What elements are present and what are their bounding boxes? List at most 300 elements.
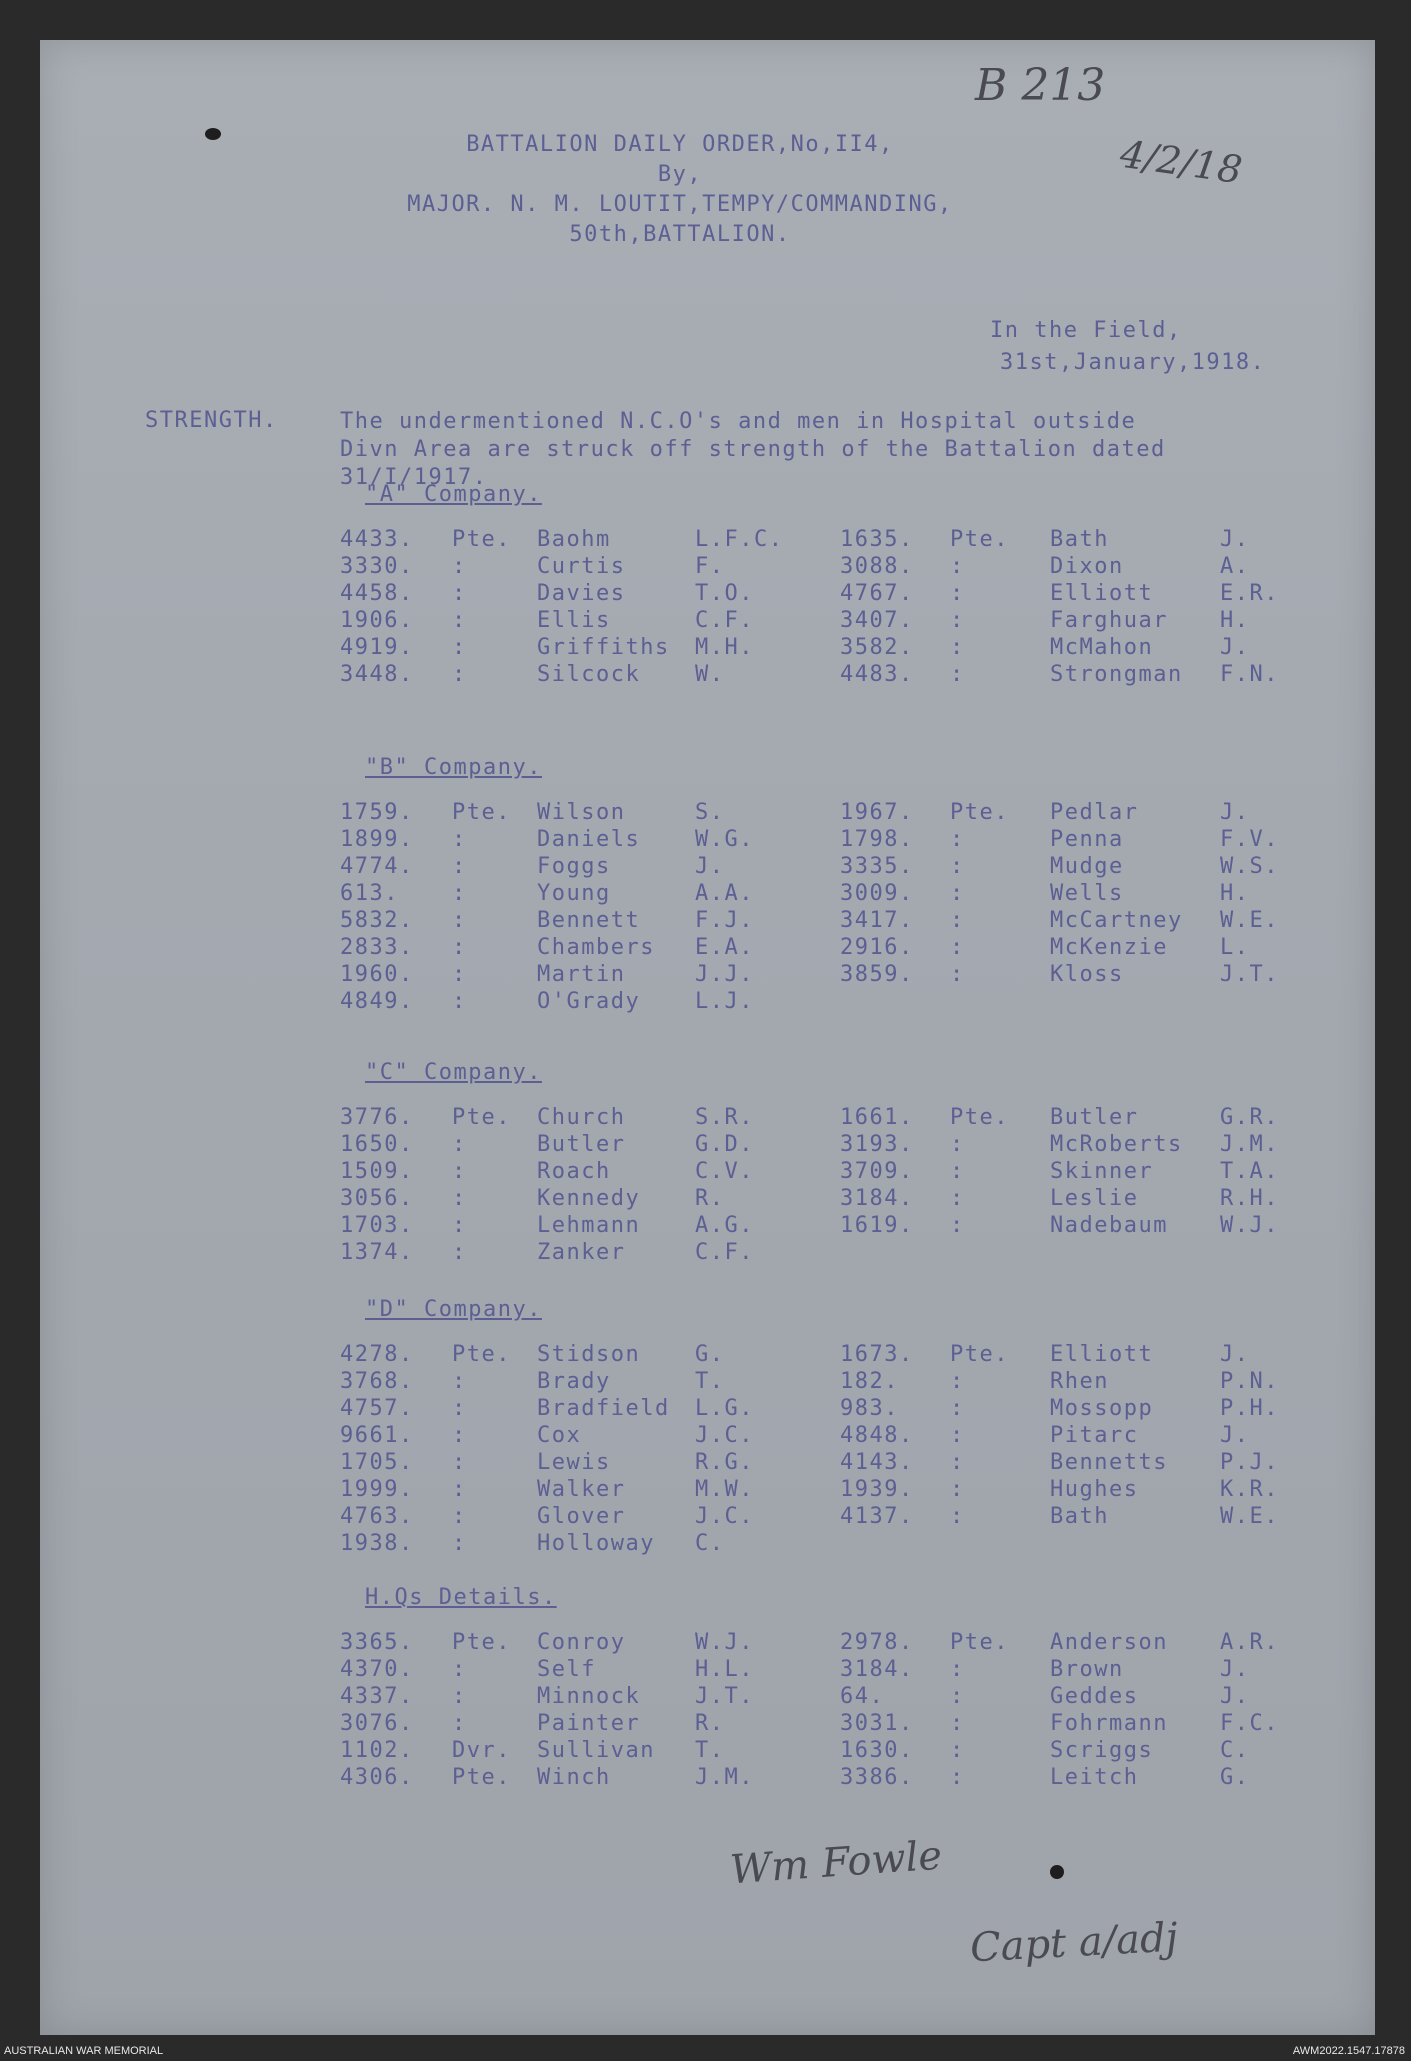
regt-number: 1661. [840,1105,914,1130]
regt-number: 1999. [340,1477,414,1502]
regt-number: 1705. [340,1450,414,1475]
surname: Butler [1050,1105,1139,1130]
rank: : [950,962,965,987]
surname: Wilson [537,800,626,825]
regt-number: 983. [840,1396,899,1421]
rank: : [452,962,467,987]
initials: J.M. [695,1765,754,1790]
heading-line-3: MAJOR. N. M. LOUTIT,TEMPY/COMMANDING, [407,192,953,217]
rank: Pte. [452,1342,511,1367]
heading-line-2: By, [657,162,703,187]
order-heading [330,130,1030,250]
initials: R.H. [1220,1186,1279,1211]
roll-row [40,1531,1375,1557]
rank: : [452,1396,467,1421]
regt-number: 4337. [340,1684,414,1709]
initials: S.R. [695,1105,754,1130]
initials: J.C. [695,1423,754,1448]
surname: Mossopp [1050,1396,1154,1421]
surname: Bath [1050,527,1109,552]
initials: J. [1220,1342,1250,1367]
surname: Mudge [1050,854,1124,879]
initials: F.V. [1220,827,1279,852]
regt-number: 1899. [340,827,414,852]
surname: Silcock [537,662,641,687]
rank: : [452,1240,467,1265]
regt-number: 3407. [840,608,914,633]
regt-number: 1960. [340,962,414,987]
initials: A.R. [1220,1630,1279,1655]
regt-number: 9661. [340,1423,414,1448]
roll-row [40,908,1375,934]
surname: Baohm [537,527,611,552]
roll-row [40,1240,1375,1266]
initials: T.O. [695,581,754,606]
surname: Bath [1050,1504,1109,1529]
regt-number: 4848. [840,1423,914,1448]
signature-name: Wm Fowle [728,1832,944,1894]
section-title: "B" Company. [365,755,542,780]
rank: : [452,881,467,906]
initials: F.N. [1220,662,1279,687]
rank: : [950,635,965,660]
regt-number: 1673. [840,1342,914,1367]
surname: Young [537,881,611,906]
rank: : [950,1423,965,1448]
initials: J.C. [695,1504,754,1529]
surname: Wells [1050,881,1124,906]
surname: Scriggs [1050,1738,1154,1763]
roll-row [40,1450,1375,1476]
rank: : [950,608,965,633]
initials: L.G. [695,1396,754,1421]
roll-row [40,635,1375,661]
rank: : [452,608,467,633]
initials: C.F. [695,1240,754,1265]
rank: : [950,662,965,687]
punch-hole [1050,1865,1064,1879]
roll-row [40,827,1375,853]
surname: McCartney [1050,908,1183,933]
regt-number: 3709. [840,1159,914,1184]
initials: G.D. [695,1132,754,1157]
initials: R. [695,1186,725,1211]
initials: T.A. [1220,1159,1279,1184]
regt-number: 4757. [340,1396,414,1421]
surname: Sullivan [537,1738,655,1763]
archive-credit: AUSTRALIAN WAR MEMORIAL [4,2045,164,2057]
rank: : [452,1684,467,1709]
initials: K.R. [1220,1477,1279,1502]
strength-intro [340,408,1260,492]
regt-number: 3056. [340,1186,414,1211]
roll-row [40,662,1375,688]
initials: M.H. [695,635,754,660]
roll-row [40,1684,1375,1710]
rank: : [950,581,965,606]
surname: Lewis [537,1450,611,1475]
regt-number: 4433. [340,527,414,552]
surname: Anderson [1050,1630,1168,1655]
initials: W.E. [1220,908,1279,933]
regt-number: 1798. [840,827,914,852]
initials: F.C. [1220,1711,1279,1736]
surname: Ellis [537,608,611,633]
rank: : [452,1186,467,1211]
surname: McMahon [1050,635,1154,660]
rank: : [950,827,965,852]
rank: : [452,635,467,660]
initials: A.G. [695,1213,754,1238]
rank: : [452,1132,467,1157]
initials: W.S. [1220,854,1279,879]
rank: : [950,935,965,960]
regt-number: 1906. [340,608,414,633]
surname: Zanker [537,1240,626,1265]
initials: W.G. [695,827,754,852]
initials: C. [695,1531,725,1556]
regt-number: 1635. [840,527,914,552]
rank: Pte. [452,800,511,825]
surname: Hughes [1050,1477,1139,1502]
surname: Conroy [537,1630,626,1655]
roll-row [40,962,1375,988]
rank: : [452,1159,467,1184]
regt-number: 3448. [340,662,414,687]
initials: P.N. [1220,1369,1279,1394]
roll-row [40,1369,1375,1395]
surname: Lehmann [537,1213,641,1238]
regt-number: 1630. [840,1738,914,1763]
roll-row [40,800,1375,826]
regt-number: 4458. [340,581,414,606]
regt-number: 3193. [840,1132,914,1157]
initials: J.T. [695,1684,754,1709]
regt-number: 3184. [840,1657,914,1682]
handwritten-reference: B 213 [975,60,1106,111]
initials: W.E. [1220,1504,1279,1529]
regt-number: 4849. [340,989,414,1014]
surname: Brady [537,1369,611,1394]
initials: C. [1220,1738,1250,1763]
roll-row [40,1711,1375,1737]
surname: O'Grady [537,989,641,1014]
intro-line-2: Divn Area are struck off strength of the Battalion dated [340,437,1166,462]
regt-number: 2916. [840,935,914,960]
surname: Elliott [1050,581,1154,606]
surname: Glover [537,1504,626,1529]
initials: E.R. [1220,581,1279,606]
roll-row [40,1477,1375,1503]
initials: H. [1220,608,1250,633]
surname: Self [537,1657,596,1682]
surname: Church [537,1105,626,1130]
initials: J.M. [1220,1132,1279,1157]
surname: Daniels [537,827,641,852]
surname: Elliott [1050,1342,1154,1367]
roll-row [40,1504,1375,1530]
regt-number: 4763. [340,1504,414,1529]
rank: : [950,1213,965,1238]
roll-row [40,527,1375,553]
surname: Pedlar [1050,800,1139,825]
regt-number: 3768. [340,1369,414,1394]
roll-row [40,581,1375,607]
heading-line-4: 50th,BATTALION. [569,222,791,247]
initials: T. [695,1369,725,1394]
surname: Roach [537,1159,611,1184]
surname: Penna [1050,827,1124,852]
regt-number: 4919. [340,635,414,660]
regt-number: 1703. [340,1213,414,1238]
section-title: H.Qs Details. [365,1585,557,1610]
rank: : [452,1213,467,1238]
initials: J. [1220,635,1250,660]
rank: : [950,881,965,906]
surname: Bennett [537,908,641,933]
initials: W.J. [1220,1213,1279,1238]
rank: Pte. [950,1342,1009,1367]
regt-number: 3009. [840,881,914,906]
roll-row [40,1396,1375,1422]
roll-row [40,1342,1375,1368]
initials: F. [695,554,725,579]
initials: J. [1220,1657,1250,1682]
initials: J.J. [695,962,754,987]
rank: : [452,1711,467,1736]
rank: : [452,1657,467,1682]
rank: : [950,1684,965,1709]
surname: Nadebaum [1050,1213,1168,1238]
surname: McKenzie [1050,935,1168,960]
regt-number: 182. [840,1369,899,1394]
rank: Pte. [452,1765,511,1790]
rank: : [452,1369,467,1394]
initials: L.J. [695,989,754,1014]
regt-number: 3076. [340,1711,414,1736]
rank: : [950,1450,965,1475]
rank: : [452,1423,467,1448]
rank: : [950,1477,965,1502]
regt-number: 3365. [340,1630,414,1655]
rank: Pte. [452,527,511,552]
regt-number: 3859. [840,962,914,987]
initials: J. [695,854,725,879]
regt-number: 3386. [840,1765,914,1790]
rank: : [950,1711,965,1736]
initials: G. [1220,1765,1250,1790]
rank: : [950,1738,965,1763]
surname: Martin [537,962,626,987]
regt-number: 1939. [840,1477,914,1502]
rank: Pte. [452,1105,511,1130]
section-title: "C" Company. [365,1060,542,1085]
regt-number: 5832. [340,908,414,933]
surname: Rhen [1050,1369,1109,1394]
initials: J. [1220,1684,1250,1709]
regt-number: 3582. [840,635,914,660]
signature-title: Capt a/adj [968,1914,1180,1972]
initials: M.W. [695,1477,754,1502]
rank: Dvr. [452,1738,511,1763]
place-and-date [990,315,1265,379]
rank: : [452,827,467,852]
rank: : [452,935,467,960]
section-title: "A" Company. [365,482,542,507]
rank: : [452,1477,467,1502]
surname: Fohrmann [1050,1711,1168,1736]
surname: Leitch [1050,1765,1139,1790]
rank: : [452,554,467,579]
roll-row [40,935,1375,961]
surname: Cox [537,1423,582,1448]
rank: : [452,908,467,933]
archive-accession: AWM2022.1547.17878 [1292,2045,1405,2057]
regt-number: 3417. [840,908,914,933]
initials: H. [1220,881,1250,906]
rank: Pte. [950,1630,1009,1655]
regt-number: 1650. [340,1132,414,1157]
surname: Dixon [1050,554,1124,579]
regt-number: 3031. [840,1711,914,1736]
initials: P.H. [1220,1396,1279,1421]
regt-number: 4774. [340,854,414,879]
regt-number: 1619. [840,1213,914,1238]
surname: Holloway [537,1531,655,1556]
initials: E.A. [695,935,754,960]
surname: Chambers [537,935,655,960]
strength-label: STRENGTH. [145,408,278,433]
punch-hole [205,128,221,140]
rank: : [452,581,467,606]
regt-number: 4483. [840,662,914,687]
rank: : [950,1396,965,1421]
surname: Geddes [1050,1684,1139,1709]
roll-row [40,554,1375,580]
rank: : [950,908,965,933]
initials: W. [695,662,725,687]
initials: C.F. [695,608,754,633]
surname: Pitarc [1050,1423,1139,1448]
intro-line-3: 31/I/1917. [340,465,488,490]
regt-number: 4767. [840,581,914,606]
intro-line-1: The undermentioned N.C.O's and men in Hospital outside [340,409,1137,434]
place-line: In the Field, [990,318,1182,343]
roll-row [40,1159,1375,1185]
section-title: "D" Company. [365,1297,542,1322]
roll-row [40,989,1375,1015]
initials: A.A. [695,881,754,906]
rank: : [950,1159,965,1184]
initials: J. [1220,527,1250,552]
regt-number: 64. [840,1684,885,1709]
surname: Griffiths [537,635,670,660]
roll-row [40,1765,1375,1791]
regt-number: 3776. [340,1105,414,1130]
surname: Brown [1050,1657,1124,1682]
rank: : [452,854,467,879]
rank: : [950,554,965,579]
roll-row [40,1423,1375,1449]
document-page [40,40,1375,2035]
rank: : [950,1369,965,1394]
initials: G. [695,1342,725,1367]
regt-number: 4137. [840,1504,914,1529]
surname: Bennetts [1050,1450,1168,1475]
surname: Kloss [1050,962,1124,987]
roll-row [40,881,1375,907]
rank: : [950,1504,965,1529]
surname: Strongman [1050,662,1183,687]
rank: : [950,1765,965,1790]
rank: Pte. [950,527,1009,552]
surname: Walker [537,1477,626,1502]
roll-row [40,1213,1375,1239]
roll-row [40,1738,1375,1764]
initials: R.G. [695,1450,754,1475]
regt-number: 3335. [840,854,914,879]
initials: C.V. [695,1159,754,1184]
regt-number: 1759. [340,800,414,825]
initials: R. [695,1711,725,1736]
initials: H.L. [695,1657,754,1682]
rank: : [950,854,965,879]
rank: : [452,989,467,1014]
rank: : [950,1132,965,1157]
surname: Davies [537,581,626,606]
rank: : [452,662,467,687]
initials: L. [1220,935,1250,960]
regt-number: 2978. [840,1630,914,1655]
date-line: 31st,January,1918. [1000,350,1266,375]
initials: T. [695,1738,725,1763]
initials: F.J. [695,908,754,933]
surname: Foggs [537,854,611,879]
rank: : [452,1504,467,1529]
initials: S. [695,800,725,825]
roll-row [40,1186,1375,1212]
regt-number: 2833. [340,935,414,960]
surname: Kennedy [537,1186,641,1211]
rank: : [452,1531,467,1556]
regt-number: 1374. [340,1240,414,1265]
initials: A. [1220,554,1250,579]
initials: G.R. [1220,1105,1279,1130]
rank: : [950,1657,965,1682]
regt-number: 1509. [340,1159,414,1184]
regt-number: 4278. [340,1342,414,1367]
rank: : [950,1186,965,1211]
regt-number: 3330. [340,554,414,579]
regt-number: 4370. [340,1657,414,1682]
rank: Pte. [950,800,1009,825]
surname: Leslie [1050,1186,1139,1211]
surname: McRoberts [1050,1132,1183,1157]
roll-row [40,1630,1375,1656]
regt-number: 3184. [840,1186,914,1211]
rank: Pte. [452,1630,511,1655]
regt-number: 3088. [840,554,914,579]
initials: W.J. [695,1630,754,1655]
surname: Farghuar [1050,608,1168,633]
roll-row [40,854,1375,880]
regt-number: 1102. [340,1738,414,1763]
surname: Stidson [537,1342,641,1367]
heading-line-1: BATTALION DAILY ORDER,No,II4, [466,132,894,157]
rank: Pte. [950,1105,1009,1130]
surname: Winch [537,1765,611,1790]
handwritten-date: 4/2/18 [1117,131,1245,193]
